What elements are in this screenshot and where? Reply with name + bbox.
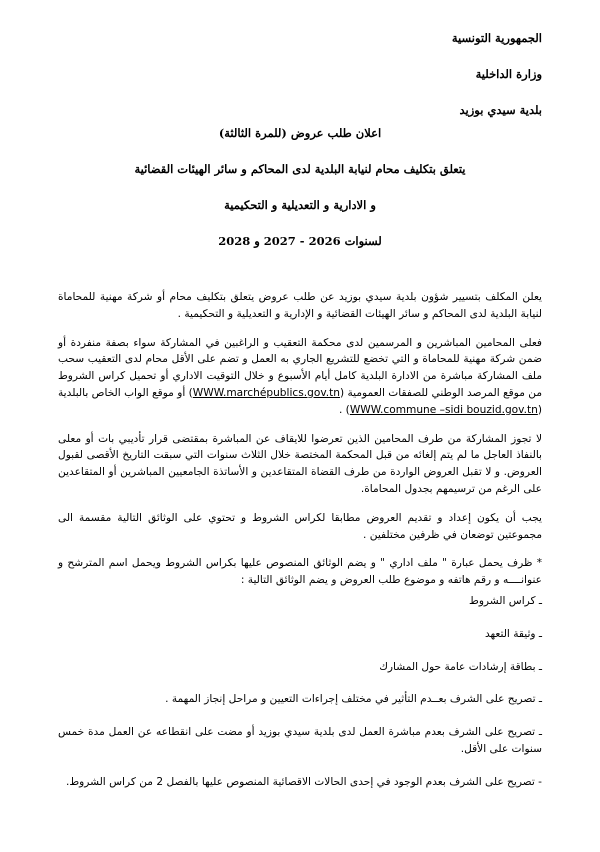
- participation-text-a: فعلى المحامين المباشرين و المرسمين لدى محكمة التعقيب و الراغبين في المشاركة سواء بصفة منفردة أو ضمن شركة مهنية للمحاماة و التي تخضع للتشريع الجاري به العمل و تضم على الأقل محام لدى التعقيب سحب ملف المشاركة مباشرة من الادارة البلدية كامل أيام الأسبوع و خلال التوقيت الاداري أو تحميل كراس الشروط من موقع المرصد الوطني للصفقات العمومية (: [58, 336, 542, 399]
- list-item: ـ تصريح على الشرف بعــدم التأثير في مختلف إجراءات التعيين و مراحل إنجاز المهمة .: [165, 693, 542, 706]
- list-item: ـ وثيقة التعهد: [484, 627, 542, 640]
- participation-text-b: ) أو موقع الواب الخاص بالبلدية (: [58, 386, 542, 416]
- list-item: - تصريح على الشرف بعدم الوجود في إحدى الحالات الاقصائية المنصوص عليها بالفصل 2 من كراس الشروط.: [66, 775, 542, 788]
- paragraph-exclusions: لا تجوز المشاركة من طرف المحامين الذين تعرضوا للايقاف عن المباشرة بمقتضى قرار تأديبي بات أو معلى بالنفاذ العاجل ما لم يتم إلغائه من قبل المحكمة المختصة خلال الثلاث سنوات التي سبقت التاريخ الأقصى لقبول العروض. و لا تقبل العروض الواردة من طرف القضاة المتقاعدين و الأساتذة الجامعيين المباشرين أو المتقاعدين على الرغم من ترسيمهم بجدول المحاماة.: [58, 432, 542, 495]
- paragraph-intro: يعلن المكلف بتسيير شؤون بلدية سيدي بوزيد عن طلب عروض يتعلق بتكليف محام أو شركة مهنية للمحاماة لنيابة البلدية لدى المحاكم و سائر الهيئات القضائية و الإدارية و التعديلية و التحكيمية .: [58, 291, 542, 320]
- participation-text-c: ) .: [338, 403, 350, 416]
- republic-name: الجمهورية التونسية: [451, 31, 542, 45]
- list-item: ـ تصريح على الشرف بعدم مباشرة العمل لدى بلدية سيدي بوزيد أو مضت على انقطاعه عن العمل مدة خمس سنوات على الأقل.: [58, 726, 542, 755]
- municipality-website-link[interactable]: WWW.commune –sidi bouzid.gov.tn: [349, 403, 538, 416]
- title-line-3: و الادارية و التعديلية و التحكيمية: [224, 198, 376, 212]
- tenders-portal-link[interactable]: WWW.marchépublics.gov.tn: [192, 386, 340, 399]
- paragraph-participation: [58, 335, 542, 419]
- required-documents-list: [58, 593, 542, 791]
- list-item: ـ بطاقة إرشادات عامة حول المشارك: [379, 660, 542, 673]
- ministry-name: وزارة الداخلية: [475, 67, 542, 81]
- paragraph-submission: يجب أن يكون إعداد و تقديم العروض مطابقا لكراس الشروط و تحتوي على الوثائق التالية مقسمة الى مجموعتين توضعان في ظرفين مختلفين .: [58, 511, 542, 541]
- title-line-4: لسنوات 2026 - 2027 و 2028: [218, 234, 382, 248]
- announcement-body: [58, 289, 542, 807]
- announcement-title: [80, 124, 520, 256]
- title-line-1: اعلان طلب عروض (للمرة الثالثة): [218, 126, 382, 140]
- letterhead: [312, 30, 542, 138]
- title-line-2: يتعلق بتكليف محام لنيابة البلدية لدى المحاكم و سائر الهيئات القضائية: [134, 162, 466, 176]
- municipality-name: بلدية سيدي بوزيد: [459, 103, 542, 117]
- paragraph-admin-envelope: * ظرف يحمل عبارة " ملف اداري " و يضم الوثائق المنصوص عليها بكراس الشروط ويحمل اسم المترشح و عنوانــــه و رقم هاتفه و موضوع طلب العروض و يضم الوثائق التالية :: [58, 557, 542, 587]
- list-item: ـ كراس الشروط: [469, 594, 542, 607]
